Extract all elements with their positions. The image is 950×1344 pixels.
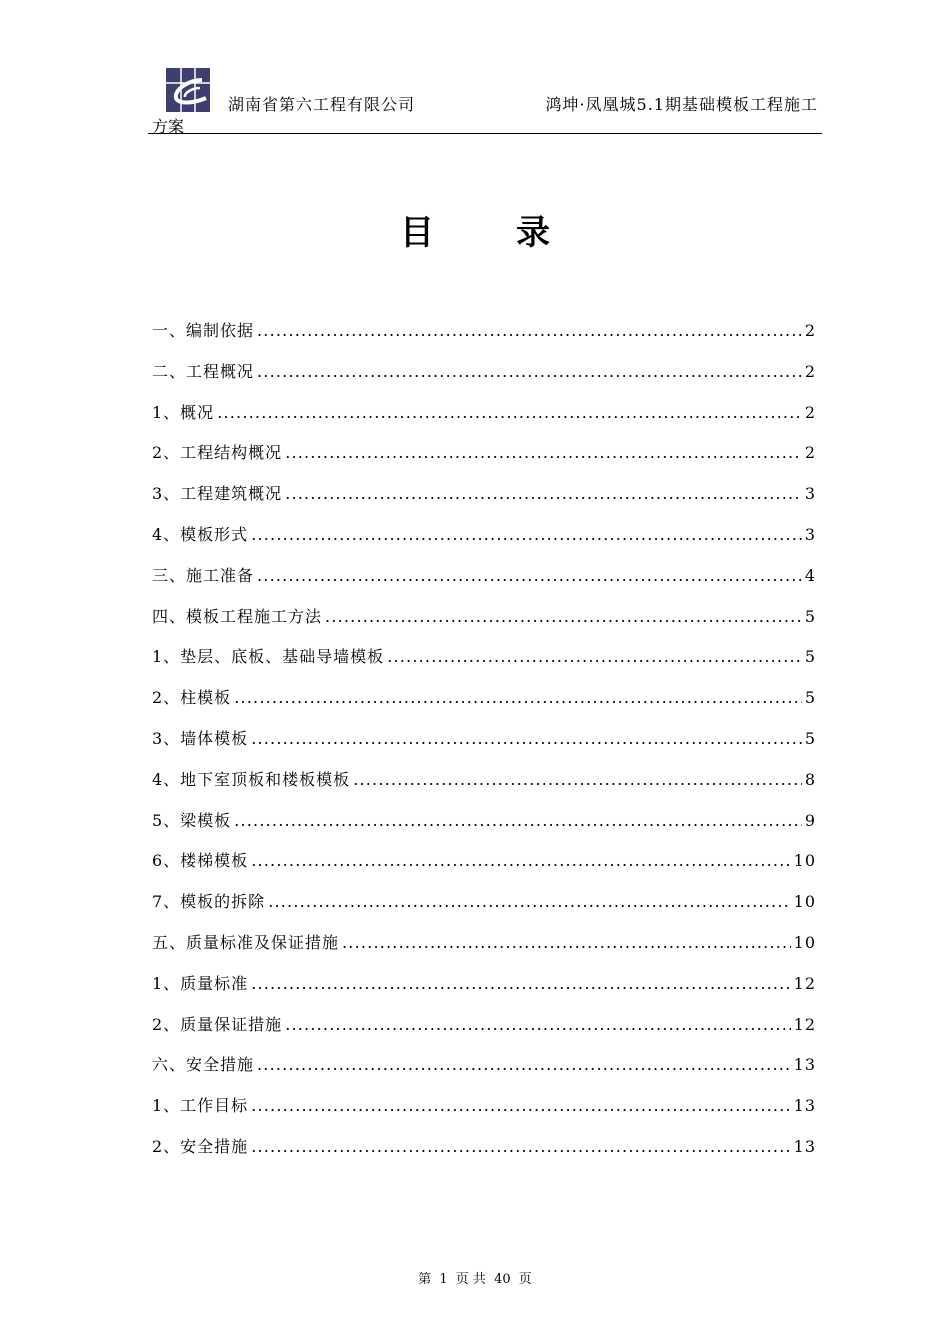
- toc-entry-page: 12: [793, 973, 816, 993]
- toc-entry-label: 6、楼梯模板: [152, 851, 249, 871]
- toc-entry-label: 2、柱模板: [152, 688, 232, 708]
- company-logo-icon: [166, 68, 210, 112]
- toc-dot-leader: [251, 525, 802, 544]
- toc-entry: [152, 930, 816, 971]
- toc-entry: [152, 481, 816, 522]
- toc-title: 目录: [400, 213, 632, 253]
- toc-entry-page: 13: [793, 1096, 816, 1116]
- toc-entry: [152, 400, 816, 441]
- footer-suffix: 页: [518, 1272, 532, 1287]
- toc-entry-label: 2、工程结构概况: [152, 443, 283, 463]
- toc-entry-page: 5: [804, 688, 816, 708]
- toc-entry-label: 1、概况: [152, 402, 215, 422]
- toc-entry: [152, 359, 816, 400]
- toc-dot-leader: [268, 892, 790, 911]
- toc-entry-label: 4、模板形式: [152, 524, 249, 544]
- toc-entry-label: 7、模板的拆除: [152, 892, 266, 912]
- toc-dot-leader: [285, 1015, 790, 1034]
- toc-entry: [152, 889, 816, 930]
- toc-entry-page: 5: [804, 728, 816, 748]
- footer-middle: 页 共: [455, 1272, 486, 1287]
- toc-entry-page: 10: [793, 932, 816, 952]
- page-header: [148, 64, 822, 136]
- header-rule: [148, 133, 822, 134]
- footer-prefix: 第: [418, 1272, 432, 1287]
- toc-entry: [152, 522, 816, 563]
- toc-entry: [152, 563, 816, 604]
- toc-dot-leader: [257, 321, 802, 340]
- toc-entry-label: 五、质量标准及保证措施: [152, 932, 340, 952]
- toc-dot-leader: [234, 688, 802, 707]
- toc-dot-leader: [251, 729, 802, 748]
- toc-entry-label: 2、安全措施: [152, 1136, 249, 1156]
- toc-entry-label: 3、工程建筑概况: [152, 484, 283, 504]
- toc-entry: [152, 971, 816, 1012]
- toc-dot-leader: [353, 770, 802, 789]
- toc-entry: [152, 808, 816, 849]
- toc-dot-leader: [285, 443, 802, 462]
- toc-dot-leader: [234, 811, 802, 830]
- toc-entry: [152, 767, 816, 808]
- toc-entry-label: 二、工程概况: [152, 361, 255, 381]
- toc-dot-leader: [217, 403, 802, 422]
- toc-entry-page: 10: [793, 851, 816, 871]
- footer-current-page: 1: [439, 1272, 448, 1287]
- toc-dot-leader: [387, 647, 802, 666]
- toc-dot-leader: [257, 1055, 791, 1074]
- toc-dot-leader: [251, 1137, 790, 1156]
- toc-entry-page: 9: [804, 810, 816, 830]
- toc-entry-label: 四、模板工程施工方法: [152, 606, 323, 626]
- toc-dot-leader: [325, 607, 802, 626]
- toc-entry-page: 10: [793, 892, 816, 912]
- toc-entry-page: 3: [804, 484, 816, 504]
- toc-entry: [152, 1012, 816, 1053]
- toc-entry-page: 2: [804, 402, 816, 422]
- toc-entry-label: 1、垫层、底板、基础导墙模板: [152, 647, 385, 667]
- toc-entry: [152, 604, 816, 645]
- footer-total-pages: 40: [494, 1272, 511, 1287]
- toc-entry-label: 一、编制依据: [152, 321, 255, 340]
- toc-entry-page: 2: [804, 443, 816, 463]
- toc-entry: [152, 644, 816, 685]
- toc-entry-page: 12: [793, 1014, 816, 1034]
- toc-entry-label: 2、质量保证措施: [152, 1014, 283, 1034]
- toc-entry: [152, 848, 816, 889]
- toc-entry-page: 13: [793, 1055, 816, 1075]
- toc-entry: [152, 1093, 816, 1134]
- table-of-contents: [152, 318, 816, 1175]
- page-footer: [0, 1268, 950, 1287]
- toc-entry: [152, 440, 816, 481]
- toc-dot-leader: [342, 933, 791, 952]
- toc-entry-label: 三、施工准备: [152, 565, 255, 585]
- project-title-continued: 方案: [152, 117, 185, 136]
- toc-entry: [152, 318, 816, 359]
- toc-dot-leader: [257, 566, 802, 585]
- toc-entry: [152, 1052, 816, 1093]
- toc-entry: [152, 1134, 816, 1175]
- toc-dot-leader: [251, 974, 790, 993]
- toc-entry-page: 13: [793, 1136, 816, 1156]
- toc-dot-leader: [285, 484, 802, 503]
- toc-entry-label: 1、工作目标: [152, 1096, 249, 1116]
- toc-entry: [152, 726, 816, 767]
- toc-entry-label: 4、地下室顶板和楼板模板: [152, 769, 351, 789]
- toc-entry-page: 2: [804, 361, 816, 381]
- toc-entry-label: 1、质量标准: [152, 973, 249, 993]
- toc-dot-leader: [251, 1096, 790, 1115]
- toc-entry-page: 5: [804, 647, 816, 667]
- toc-entry-page: 8: [804, 769, 816, 789]
- toc-entry-page: 3: [804, 524, 816, 544]
- toc-dot-leader: [251, 851, 790, 870]
- toc-entry-page: 2: [804, 321, 816, 340]
- toc-entry-label: 六、安全措施: [152, 1055, 255, 1075]
- toc-entry-label: 5、梁模板: [152, 810, 232, 830]
- company-name: 湖南省第六工程有限公司: [228, 95, 416, 114]
- toc-entry-label: 3、墙体模板: [152, 728, 249, 748]
- toc-entry-page: 4: [804, 565, 816, 585]
- toc-dot-leader: [257, 362, 802, 381]
- project-title: 鸿坤·凤凰城5.1期基础模板工程施工: [545, 95, 818, 114]
- toc-entry-page: 5: [804, 606, 816, 626]
- toc-entry: [152, 685, 816, 726]
